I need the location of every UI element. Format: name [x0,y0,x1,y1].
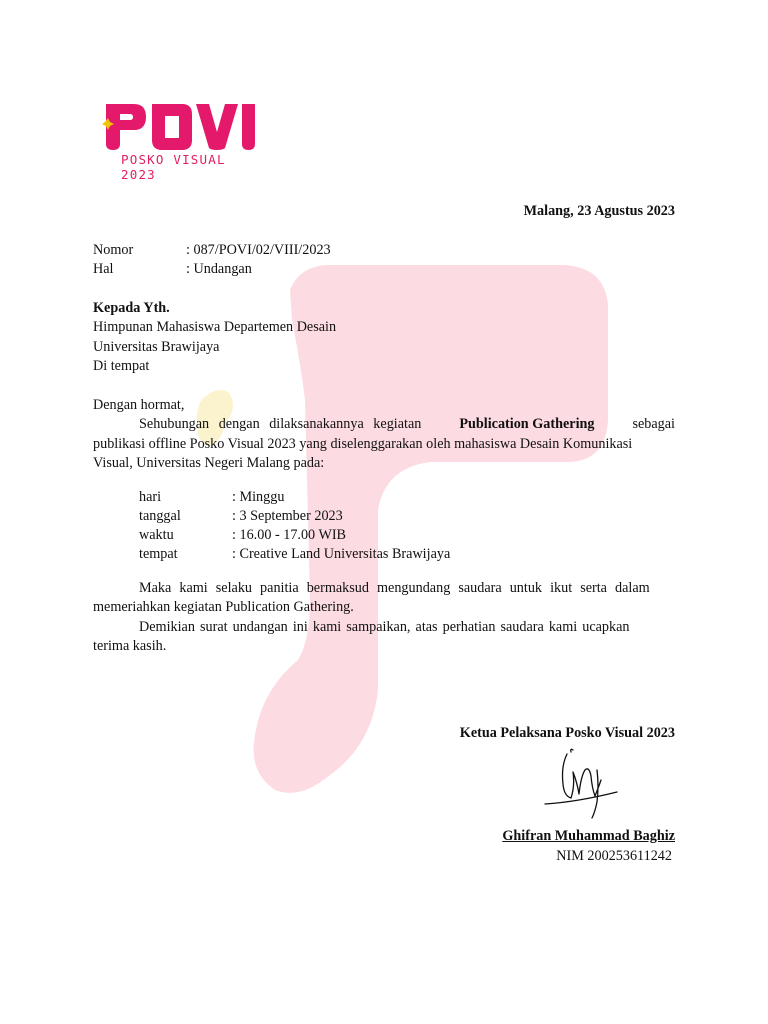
para2-line1: Maka kami selaku panitia bermaksud mengundang saudara untuk ikut serta dalam [139,580,650,596]
para1-line3: Visual, Universitas Negeri Malang pada: [93,455,325,471]
recipient-salutation: Kepada Yth. [93,300,170,316]
para1-line2: publikasi offline Posko Visual 2023 yang diselenggarakan oleh mahasiswa Desain Komunikasi [93,436,633,452]
signature-name: Ghifran Muhammad Baghiz [502,828,675,844]
para1-line1 [139,415,675,434]
meta-value-hal: : Undangan [186,261,252,277]
detail-label-tanggal: tanggal [139,508,181,524]
detail-value-tempat: : Creative Land Universitas Brawijaya [232,546,451,562]
detail-value-waktu: : 16.00 - 17.00 WIB [232,527,347,543]
povi-logo-mark [100,100,265,152]
detail-value-tanggal: : 3 September 2023 [232,508,343,524]
place-date: Malang, 23 Agustus 2023 [523,203,675,219]
detail-value-hari: : Minggu [232,489,285,505]
para2-line2: memeriahkan kegiatan Publication Gathering. [93,599,354,615]
recipient-line-3: Di tempat [93,358,150,374]
para3-line2: terima kasih. [93,638,167,654]
detail-label-waktu: waktu [139,527,174,543]
para1-event-name: Publication Gathering [459,416,595,432]
handwritten-signature [537,746,627,826]
signature-role: Ketua Pelaksana Posko Visual 2023 [459,725,675,741]
povi-logo [100,100,265,182]
meta-label-nomor: Nomor [93,242,134,258]
recipient-line-1: Himpunan Mahasiswa Departemen Desain [93,319,337,335]
detail-label-tempat: tempat [139,546,178,562]
detail-label-hari: hari [139,489,162,505]
logo-subtitle: POSKO VISUAL 2023 [121,152,226,182]
greeting: Dengan hormat, [93,397,185,413]
meta-value-nomor: : 087/POVI/02/VIII/2023 [186,242,331,258]
para1-text-pre: Sehubungan dengan dilaksanakannya kegiatan [139,416,422,432]
para3-line1: Demikian surat undangan ini kami sampaikan, atas perhatian saudara kami ucapkan [139,619,630,635]
recipient-line-2: Universitas Brawijaya [93,339,220,355]
signature-nim: NIM 200253611242 [556,848,672,864]
para1-text-post: sebagai [632,416,675,432]
meta-label-hal: Hal [93,261,114,277]
